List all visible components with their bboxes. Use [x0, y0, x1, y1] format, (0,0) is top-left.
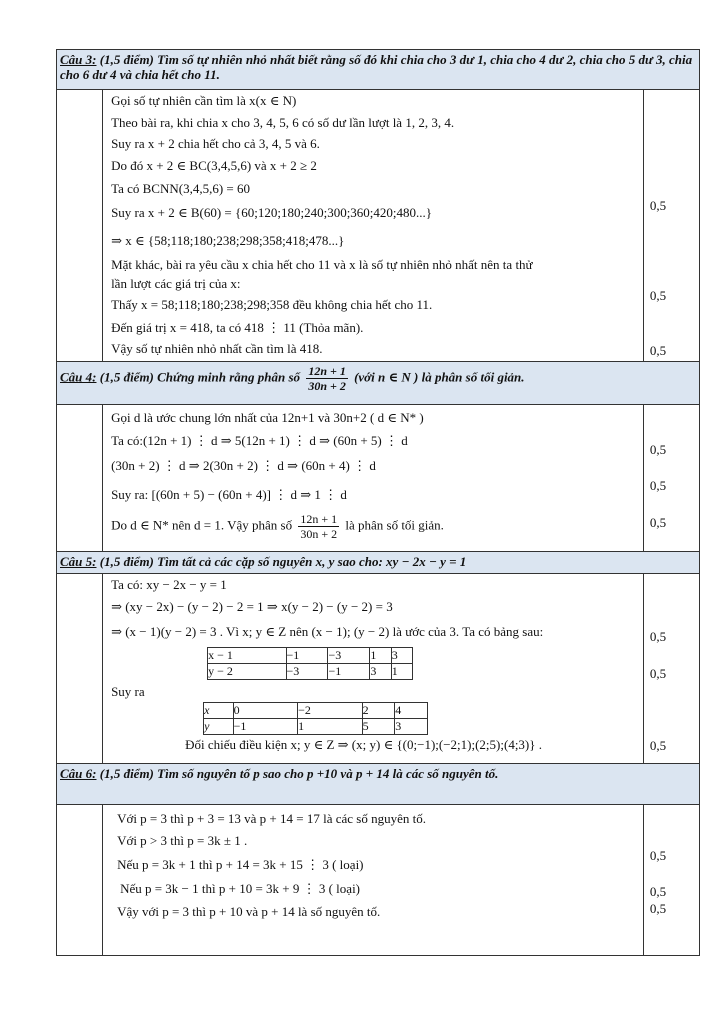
q4-last-fraction: [298, 512, 339, 541]
q4-last-a: Do d ∈ N* nên d = 1. Vậy phân số: [111, 517, 293, 533]
q6-score-2: 0,5: [649, 884, 667, 899]
q4-body-row: [57, 405, 700, 552]
q3-line-11: Đến giá trị x = 418, ta có 418 ⋮ 11 (Thỏa mãn).: [111, 320, 364, 335]
q5-label: Câu 5:: [60, 554, 97, 569]
q5-score-3: 0,5: [649, 738, 667, 753]
cell: −3: [286, 664, 328, 680]
q6-score-3: 0,5: [649, 901, 667, 916]
q3-line-10: Thấy x = 58;118;180;238;298;358 đều không chia hết cho 11.: [111, 297, 433, 312]
q4-header-row: [57, 362, 700, 405]
cell: x − 1: [208, 648, 286, 664]
cell: −2: [298, 703, 362, 719]
q5-conclusion: Đối chiếu điều kiện x; y ∈ Z ⇒ (x; y) ∈ {(0;−1);(−2;1);(2;5);(4;3)} .: [185, 737, 542, 752]
solution-table: [203, 702, 428, 735]
q3-line-9: lần lượt các giá trị của x:: [111, 276, 241, 291]
q3-prompt: (1,5 điểm) Tìm số tự nhiên nhỏ nhất biết rằng số đó khi chia cho 3 dư 1, chia cho 4 dư 2, chia cho 5 dư 3, chia cho 6 dư 4 và chia hết cho 11.: [60, 52, 693, 82]
q3-score-1: 0,5: [649, 198, 667, 213]
q4-score-1: 0,5: [649, 442, 667, 457]
q5-score-2: 0,5: [649, 666, 667, 681]
q4-scores: [644, 405, 699, 551]
q3-line-5: Ta có BCNN(3,4,5,6) = 60: [111, 181, 250, 196]
q6-header: [57, 764, 700, 805]
q4-line-3: (30n + 2) ⋮ d ⇒ 2(30n + 2) ⋮ d ⇒ (60n + 4) ⋮ d: [111, 458, 376, 473]
q4-score-3: 0,5: [649, 515, 667, 530]
q4-prompt-a: (1,5 điểm) Chứng minh rằng phân số: [99, 369, 301, 385]
q4-solution: [103, 405, 643, 551]
q5-score-1: 0,5: [649, 629, 667, 644]
q3-line-1: Gọi số tự nhiên cần tìm là x(x ∈ N): [111, 93, 297, 108]
q3-line-8: Mặt khác, bài ra yêu cầu x chia hết cho 11 và x là số tự nhiên nhỏ nhất nên ta thử: [111, 257, 533, 272]
cell: −3: [328, 648, 370, 664]
q5-body-row: [57, 574, 700, 764]
q5-line-3: ⇒ (x − 1)(y − 2) = 3 . Vì x; y ∈ Z nên (x − 1); (y − 2) là ước của 3. Ta có bảng sau:: [111, 624, 544, 639]
solution-row-x: [204, 703, 428, 719]
q6-line-1: Với p = 3 thì p + 3 = 13 và p + 14 = 17 là các số nguyên tố.: [117, 811, 426, 826]
cell: y − 2: [208, 664, 286, 680]
cell: −1: [328, 664, 370, 680]
q4-frac-den: 30n + 2: [308, 379, 346, 393]
q6-line-3: Nếu p = 3k + 1 thì p + 14 = 3k + 15 ⋮ 3 ( loại): [117, 857, 364, 872]
cell: 1: [298, 719, 362, 735]
cell: 1: [370, 648, 391, 664]
cell: 2: [362, 703, 395, 719]
q3-score-3: 0,5: [649, 343, 667, 358]
q3-scores: [644, 90, 699, 361]
q4-fraction: [306, 364, 348, 393]
q3-header-row: [57, 50, 700, 90]
q5-line-2: ⇒ (xy − 2x) − (y − 2) − 2 = 1 ⇒ x(y − 2) − (y − 2) = 3: [111, 599, 393, 614]
q4-frac-num: 12n + 1: [308, 364, 346, 378]
q3-line-7: ⇒ x ∈ {58;118;180;238;298;358;418;478...}: [111, 233, 345, 248]
cell: 4: [395, 703, 428, 719]
q3-solution: [103, 90, 643, 361]
cell: x: [204, 703, 234, 719]
cell: −1: [233, 719, 297, 735]
q3-line-2: Theo bài ra, khi chia x cho 3, 4, 5, 6 có số dư lần lượt là 1, 2, 3, 4.: [111, 115, 455, 130]
q5-line-1: Ta có: xy − 2x − y = 1: [111, 577, 227, 592]
q3-header: [57, 50, 700, 90]
cell: y: [204, 719, 234, 735]
q4-prompt-b: (với n ∈ N ) là phân số tối giản.: [354, 369, 525, 385]
q4-line-2: Ta có:(12n + 1) ⋮ d ⇒ 5(12n + 1) ⋮ d ⇒ (60n + 5) ⋮ d: [111, 433, 408, 448]
q4-header: [57, 362, 700, 405]
solution-row-y: [204, 719, 428, 735]
q4-last-frac-num: 12n + 1: [300, 512, 338, 526]
q6-line-2: Với p > 3 thì p = 3k ± 1 .: [117, 833, 248, 848]
q6-line-4: Nếu p = 3k − 1 thì p + 10 = 3k + 9 ⋮ 3 ( loại): [120, 881, 361, 896]
q4-line-1: Gọi d là ước chung lớn nhất của 12n+1 và 30n+2 ( d ∈ N* ): [111, 410, 424, 425]
divisor-row-1: [208, 648, 413, 664]
q3-line-12: Vậy số tự nhiên nhỏ nhất cần tìm là 418.: [111, 341, 323, 356]
divisor-row-2: [208, 664, 413, 680]
q4-label: Câu 4:: [60, 369, 97, 385]
divisor-table: [207, 647, 413, 680]
q6-score-1: 0,5: [649, 848, 667, 863]
q6-prompt: (1,5 điểm) Tìm số nguyên tố p sao cho p +10 và p + 14 là các số nguyên tố.: [99, 766, 499, 781]
q3-score-2: 0,5: [649, 288, 667, 303]
cell: 5: [362, 719, 395, 735]
q5-scores: [644, 574, 699, 763]
cell: 0: [233, 703, 297, 719]
q5-prompt: (1,5 điểm) Tìm tất cả các cặp số nguyên x, y sao cho: xy − 2x − y = 1: [99, 554, 467, 569]
q3-line-6: Suy ra x + 2 ∈ B(60) = {60;120;180;240;300;360;420;480...}: [111, 205, 433, 220]
q3-line-3: Suy ra x + 2 chia hết cho cả 3, 4, 5 và 6.: [111, 136, 320, 151]
q6-solution: [103, 805, 643, 955]
q3-body-row: [57, 90, 700, 362]
q4-score-2: 0,5: [649, 478, 667, 493]
q6-line-5: Vậy với p = 3 thì p + 10 và p + 14 là số nguyên tố.: [117, 904, 381, 919]
cell: 3: [391, 648, 412, 664]
cell: 1: [391, 664, 412, 680]
q4-line-5: [111, 512, 444, 541]
q5-header: [57, 552, 700, 574]
q4-last-frac-den: 30n + 2: [300, 527, 338, 541]
q6-body-row: [57, 805, 700, 956]
q4-last-b: là phân số tối giản.: [345, 517, 444, 533]
cell: 3: [370, 664, 391, 680]
answer-table: [56, 49, 700, 956]
q5-suy-ra: Suy ra: [111, 684, 145, 699]
q6-scores: [644, 805, 699, 955]
q6-header-row: [57, 764, 700, 805]
q5-header-row: [57, 552, 700, 574]
cell: −1: [286, 648, 328, 664]
q5-solution: [103, 574, 643, 763]
q6-label: Câu 6:: [60, 766, 97, 781]
q4-line-4: Suy ra: [(60n + 5) − (60n + 4)] ⋮ d ⇒ 1 ⋮ d: [111, 487, 347, 502]
q3-label: Câu 3:: [60, 52, 97, 67]
q3-line-4: Do đó x + 2 ∈ BC(3,4,5,6) và x + 2 ≥ 2: [111, 158, 317, 173]
cell: 3: [395, 719, 428, 735]
